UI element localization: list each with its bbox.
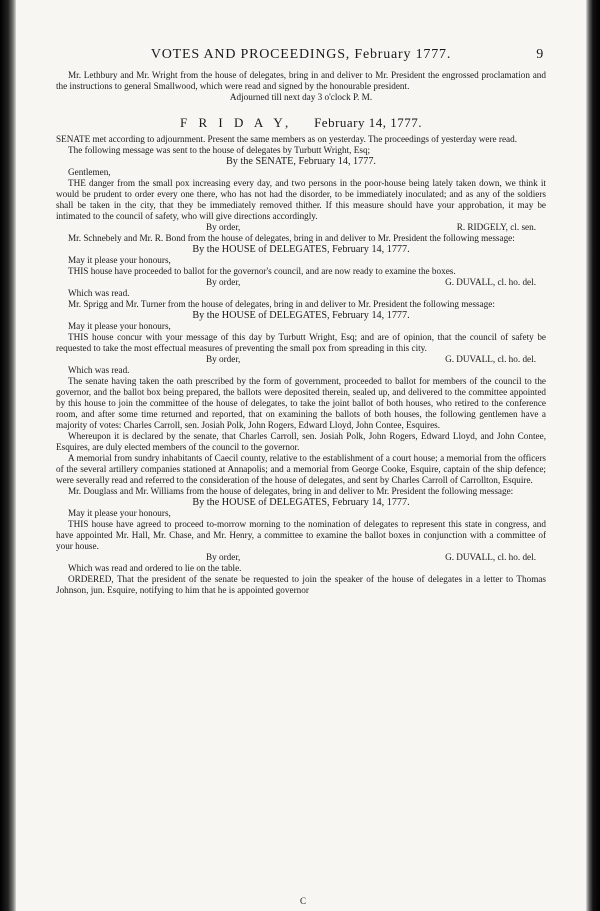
signature-by-order: By order,	[206, 222, 241, 232]
paragraph-sprigg: Mr. Sprigg and Mr. Turner from the house of delegates, bring in and deliver to Mr. President the following message:	[68, 299, 495, 309]
salutation-honours-3: May it please your honours,	[68, 508, 171, 518]
line-which-read-1: Which was read.	[68, 288, 130, 298]
signature-name: G. DUVALL, cl. ho. del.	[445, 277, 536, 287]
paragraph-douglass: Mr. Douglass and Mr. Williams from the house of delegates, bring in and deliver to Mr. President the following message:	[68, 486, 514, 496]
line-which-read-2: Which was read.	[68, 365, 130, 375]
signature-by-order: By order,	[206, 552, 241, 562]
salutation-honours-1: May it please your honours,	[68, 255, 171, 265]
page-body	[56, 70, 546, 596]
signature-mark: C	[300, 896, 307, 906]
day-heading	[56, 117, 546, 128]
signature-by-order: By order,	[206, 354, 241, 364]
paragraph-smallpox: THE danger from the small pox increasing every day, and two persons in the poor-house being lately taken down, we think it would be prudent to order every one there, who has not had the disorder, to be immediately inoculated; and as any of the soldiers shall be taken in the city, that they be immediately removed thither. If this measure should have your approbation, it may be intimated to the council of safety, who will give directions accordingly.	[56, 178, 546, 221]
paragraph-senate-met: SENATE met according to adjournment. Present the same members as on yesterday. The proceedings of yesterday were read.	[56, 134, 518, 144]
salutation-gentlemen: Gentlemen,	[68, 167, 111, 177]
paragraph-congress: THIS house have agreed to proceed to-morrow morning to the nomination of delegates to represent this state in congress, and have appointed Mr. Hall, Mr. Chase, and Mr. Henry, a committee to examine the ballot boxes in conjunction with a committee of your house.	[56, 519, 546, 551]
paragraph-concur: THIS house concur with your message of this day by Turbutt Wright, Esq; and are of opinion, that the council of safety be requested to take the most effectual measures of preventing the small pox from spreading in this city.	[56, 332, 546, 353]
paragraph-schnebely: Mr. Schnebely and Mr. R. Bond from the house of delegates, bring in and deliver to Mr. President the following message:	[68, 233, 515, 243]
signature-duvall-3	[56, 552, 546, 563]
signature-name: R. RIDGELY, cl. sen.	[456, 222, 536, 232]
page-shadow-right	[586, 0, 600, 911]
running-header	[86, 47, 544, 63]
paragraph-lethbury: Mr. Lethbury and Mr. Wright from the house of delegates, bring in and deliver to Mr. President the engrossed proclamation and the instructions to general Smallwood, which were read and signed by the honourable president.	[56, 70, 546, 91]
salutation-honours-2: May it please your honours,	[68, 321, 171, 331]
paragraph-ordered: ORDERED, That the president of the senate be requested to join the speaker of the house of delegates in a letter to Thomas Johnson, jun. Esquire, notifying to him that he is appointed governor	[56, 574, 546, 595]
heading-by-house-3: By the HOUSE of DELEGATES, February 14, 1777.	[192, 497, 410, 508]
day-date: February 14, 1777.	[314, 115, 422, 130]
page-number: 9	[536, 47, 544, 62]
signature-ridgely	[56, 222, 546, 233]
signature-by-order: By order,	[206, 277, 241, 287]
heading-by-house-2: By the HOUSE of DELEGATES, February 14, 1777.	[192, 310, 410, 321]
paragraph-oath: The senate having taken the oath prescribed by the form of government, proceeded to ballot for members of the council to the governor, and the ballot box being prepared, the ballots were deposited therein, sealed up, and delivered to the committee appointed by this house to join the committee of the house of delegates, to take the joint ballot of both houses, who retired to the conference room, and after some time returned and reported, that on examining the ballots of both houses, the following gentlemen have a majority of votes: Charles Carroll, sen. Josiah Polk, John Rogers, Edward Lloyd, John Contee, Esquires.	[56, 376, 546, 430]
heading-by-senate: By the SENATE, February 14, 1777.	[226, 156, 376, 167]
adjournment-line: Adjourned till next day 3 o'clock P. M.	[229, 92, 373, 102]
day-title: F R I D A Y,	[180, 115, 293, 130]
line-which-read-3: Which was read and ordered to lie on the table.	[68, 563, 242, 573]
signature-name: G. DUVALL, cl. ho. del.	[445, 354, 536, 364]
heading-by-house-1: By the HOUSE of DELEGATES, February 14, 1777.	[192, 244, 410, 255]
paragraph-ballot: THIS house have proceeded to ballot for the governor's council, and are now ready to examine the boxes.	[68, 266, 456, 276]
paragraph-whereupon: Whereupon it is declared by the senate, that Charles Carroll, sen. Josiah Polk, John Rogers, Edward Lloyd, and John Contee, Esquires, are duly elected members of the council to the governor.	[56, 431, 546, 452]
signature-duvall-1	[56, 277, 546, 288]
paragraph-memorial: A memorial from sundry inhabitants of Caecil county, relative to the establishment of a court house; a memorial from the officers of the several artillery companies stationed at Annapolis; and a memorial from George Cooke, Esquire, captain of the ship defence; were severally read and referred to the consideration of the house of delegates, and sent by Charles Carroll of Carrollton, Esquire.	[56, 453, 546, 485]
paragraph-message-sent: The following message was sent to the house of delegates by Turbutt Wright, Esq;	[68, 145, 371, 155]
signature-duvall-2	[56, 354, 546, 365]
header-title: VOTES AND PROCEEDINGS, February 1777.	[150, 47, 452, 62]
signature-name: G. DUVALL, cl. ho. del.	[445, 552, 536, 562]
page-shadow-left	[0, 0, 16, 911]
